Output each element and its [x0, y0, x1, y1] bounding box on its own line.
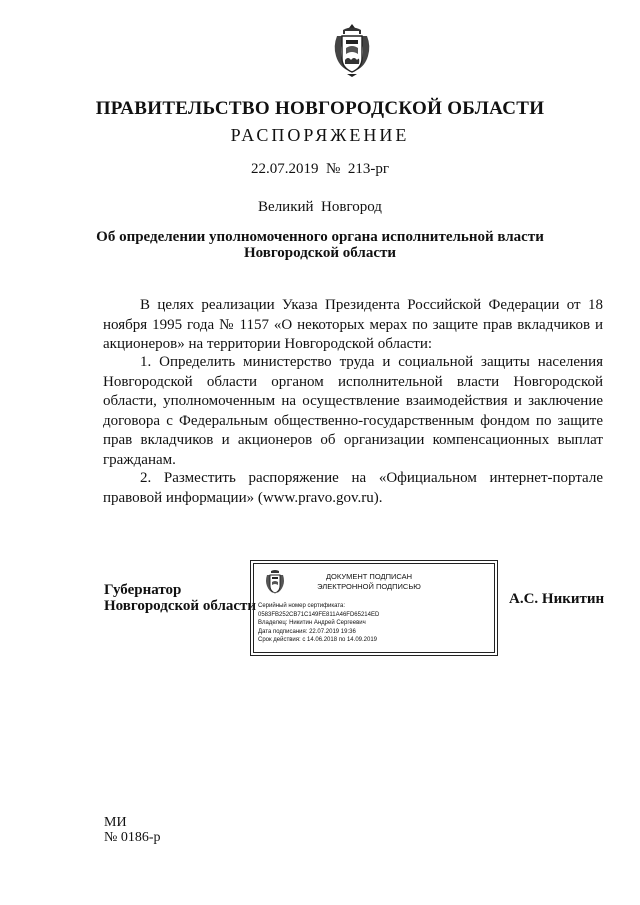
- stamp-header-line-2: ЭЛЕКТРОННОЙ ПОДПИСЬЮ: [317, 582, 421, 591]
- body-paragraph-1: В целях реализации Указа Президента Российской Федерации от 18 ноября 1995 года № 1157 «О некоторых мерах по защите прав вкладчиков и акционеров» на территории Новгородской области:: [103, 297, 603, 352]
- coat-of-arms-emblem: [331, 22, 373, 78]
- document-type: РАСПОРЯЖЕНИЕ: [230, 125, 410, 145]
- stamp-validity: Срок действия: с 14.06.2018 по 14.09.2019: [258, 637, 378, 644]
- document-subject: [0, 229, 640, 261]
- subject-line-2: Новгородской области: [243, 245, 397, 261]
- organization-title: ПРАВИТЕЛЬСТВО НОВГОРОДСКОЙ ОБЛАСТИ: [95, 98, 545, 119]
- stamp-signed-date: Дата подписания: 22.07.2019 19:36: [258, 628, 356, 635]
- document-footer: [104, 815, 161, 845]
- body-paragraph-2: 1. Определить министерство труда и социальной защиты населения Новгородской области органом исполнительной власти Новгородской области, уполномоченным на осуществление взаимодействия и заключение договора с Федеральным общественно-государственным фондом по защите прав вкладчиков и акционеров об организации компенсационных выплат гражданам.: [103, 354, 603, 468]
- footer-initials: МИ: [104, 815, 127, 830]
- signer-position-line-2: Новгородской области: [104, 598, 257, 614]
- stamp-cert-label: Серийный номер сертификата:: [258, 603, 346, 609]
- stamp-cert-number: 0583FB252CB71C149FE811A46FD65214ED: [258, 611, 380, 618]
- stamp-emblem-icon: [264, 568, 286, 596]
- document-date-number: 22.07.2019 № 213-рг: [251, 161, 389, 177]
- stamp-header: [294, 572, 444, 592]
- subject-line-1: Об определении уполномоченного органа исполнительной власти: [96, 229, 544, 245]
- signer-position-line-1: Губернатор: [104, 582, 182, 598]
- document-city: Великий Новгород: [258, 199, 382, 215]
- signer-name: А.С. Никитин: [509, 591, 605, 607]
- stamp-owner: Владелец: Никитин Андрей Сергеевич: [258, 620, 366, 627]
- stamp-inner-frame: [253, 563, 495, 653]
- body-paragraph-3: 2. Разместить распоряжение на «Официальном интернет-портале правовой информации» (www.pravo.gov.ru).: [103, 470, 603, 506]
- stamp-header-line-1: ДОКУМЕНТ ПОДПИСАН: [325, 572, 413, 581]
- electronic-signature-stamp: [250, 560, 498, 656]
- signer-position: [104, 582, 256, 614]
- stamp-details: [258, 602, 379, 645]
- footer-number: № 0186-р: [104, 830, 161, 845]
